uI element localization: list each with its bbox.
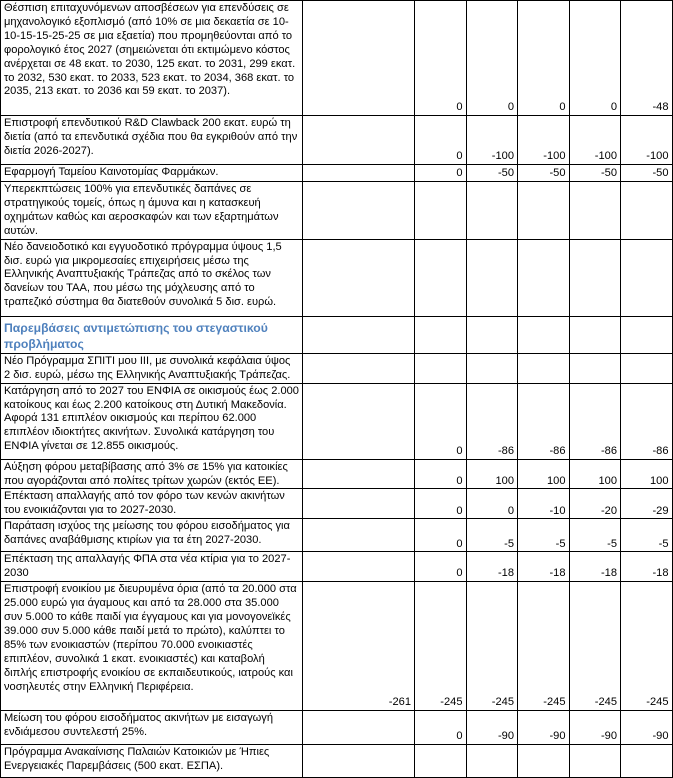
value-cell-5 bbox=[569, 239, 621, 316]
value-cell-6: -90 bbox=[621, 711, 673, 745]
value-cell-4 bbox=[518, 316, 570, 353]
table-row bbox=[1, 711, 673, 745]
table-row bbox=[1, 745, 673, 778]
measure-description: Πρόγραμμα Ανακαίνισης Παλαιών Κατοικιών με Ήπιες Ενεργειακές Παρεμβάσεις (500 εκατ. ΕΣΠΑ). bbox=[1, 745, 303, 778]
value-cell-3: -50 bbox=[466, 165, 518, 182]
value-cell-4 bbox=[518, 745, 570, 778]
value-cell-2 bbox=[415, 239, 467, 316]
value-cell-2: 0 bbox=[415, 711, 467, 745]
value-cell-3: 0 bbox=[466, 1, 518, 116]
value-cell-2 bbox=[415, 182, 467, 240]
value-cell-3 bbox=[466, 182, 518, 240]
value-cell-1 bbox=[303, 519, 415, 552]
value-cell-4: -50 bbox=[518, 165, 570, 182]
value-cell-4: -10 bbox=[518, 489, 570, 519]
value-cell-5 bbox=[569, 316, 621, 353]
section-heading: Παρεμβάσεις αντιμετώπισης του στεγαστικού προβλήματος bbox=[1, 316, 303, 353]
measure-description: Επιστροφή ενοικίου με διευρυμένα όρια (από τα 20.000 στα 25.000 ευρώ για άγαμους και από τα 28.000 στα 35.000 συν 5.000 το κάθε παιδί για έγγαμους και για μονογονεϊκές 39.000 συν 5.000 κάθε παιδί μετά το πρώτο), καλύπτει το 85% των ενοικιαστών (περίπου 70.000 ενοικιαστές επιπλέον, συνολικά 1 εκατ. ενοικιαστές) και καταβολή διπλής επιστροφής ενοικίου σε εκπαιδευτικούς, ιατρούς και νοσηλευτές στην Ελληνική Περιφέρεια. bbox=[1, 582, 303, 711]
value-cell-6 bbox=[621, 182, 673, 240]
value-cell-4: -86 bbox=[518, 383, 570, 459]
value-cell-1 bbox=[303, 1, 415, 116]
value-cell-6 bbox=[621, 239, 673, 316]
measure-description: Εφαρμογή Ταμείου Καινοτομίας Φαρμάκων. bbox=[1, 165, 303, 182]
value-cell-5: -100 bbox=[569, 116, 621, 165]
value-cell-1 bbox=[303, 552, 415, 582]
table-row bbox=[1, 353, 673, 383]
value-cell-3: -90 bbox=[466, 711, 518, 745]
value-cell-3: 0 bbox=[466, 489, 518, 519]
value-cell-6: -5 bbox=[621, 519, 673, 552]
value-cell-3 bbox=[466, 316, 518, 353]
value-cell-2 bbox=[415, 745, 467, 778]
value-cell-5: -5 bbox=[569, 519, 621, 552]
value-cell-3: -245 bbox=[466, 582, 518, 711]
value-cell-3: -5 bbox=[466, 519, 518, 552]
value-cell-2: 0 bbox=[415, 383, 467, 459]
value-cell-6: -48 bbox=[621, 1, 673, 116]
measure-description: Παράταση ισχύος της μείωσης του φόρου εισοδήματος για δαπάνες αναβάθμισης κτιρίων για τα έτη 2027-2030. bbox=[1, 519, 303, 552]
measure-description: Επέκταση απαλλαγής από τον φόρο των κενών ακινήτων του ενοικιάζονται για το 2027-2030. bbox=[1, 489, 303, 519]
value-cell-1 bbox=[303, 116, 415, 165]
value-cell-2 bbox=[415, 316, 467, 353]
measure-description: Επέκταση της απαλλαγής ΦΠΑ στα νέα κτίρια για το 2027-2030 bbox=[1, 552, 303, 582]
value-cell-4: -100 bbox=[518, 116, 570, 165]
value-cell-2: -245 bbox=[415, 582, 467, 711]
value-cell-6: -245 bbox=[621, 582, 673, 711]
table-row bbox=[1, 116, 673, 165]
value-cell-5: -50 bbox=[569, 165, 621, 182]
measure-description: Νέο Πρόγραμμα ΣΠΙΤΙ μου ΙΙΙ, με συνολικά κεφάλαια ύψος 2 δισ. ευρώ, μέσω της Ελληνικής Αναπτυξιακής Τράπεζας. bbox=[1, 353, 303, 383]
value-cell-2: 0 bbox=[415, 489, 467, 519]
value-cell-1 bbox=[303, 711, 415, 745]
value-cell-4 bbox=[518, 182, 570, 240]
value-cell-1: -261 bbox=[303, 582, 415, 711]
value-cell-1 bbox=[303, 182, 415, 240]
measure-description: Θέσπιση επιταχυνόμενων αποσβέσεων για επενδύσεις σε μηχανολογικό εξοπλισμό (από 10% σε μια δεκαετία σε 10-10-15-15-25-25 σε μια εξαετία) που προμηθεύονται από το φορολογικό έτος 2027 (σημειώνεται ότι εκτιμώμενο κόστος ανέρχεται σε 48 εκατ. το 2030, 125 εκατ. το 2031, 299 εκατ. το 2032, 530 εκατ. το 2033, 523 εκατ. το 2034, 368 εκατ. το 2035, 213 εκατ. το 2036 και 59 εκατ. το 2037). bbox=[1, 1, 303, 116]
value-cell-3 bbox=[466, 239, 518, 316]
value-cell-1 bbox=[303, 745, 415, 778]
value-cell-5 bbox=[569, 182, 621, 240]
table-row bbox=[1, 182, 673, 240]
table-row bbox=[1, 1, 673, 116]
value-cell-3: -18 bbox=[466, 552, 518, 582]
value-cell-6: -18 bbox=[621, 552, 673, 582]
table-row bbox=[1, 582, 673, 711]
value-cell-2: 0 bbox=[415, 1, 467, 116]
value-cell-3 bbox=[466, 353, 518, 383]
value-cell-5: -245 bbox=[569, 582, 621, 711]
table-row bbox=[1, 239, 673, 316]
value-cell-2: 0 bbox=[415, 116, 467, 165]
value-cell-4 bbox=[518, 353, 570, 383]
table-row bbox=[1, 383, 673, 459]
value-cell-4: 0 bbox=[518, 1, 570, 116]
value-cell-4: -5 bbox=[518, 519, 570, 552]
value-cell-6 bbox=[621, 745, 673, 778]
value-cell-1 bbox=[303, 459, 415, 489]
value-cell-4: -18 bbox=[518, 552, 570, 582]
table-row bbox=[1, 552, 673, 582]
value-cell-2: 0 bbox=[415, 552, 467, 582]
value-cell-5: 0 bbox=[569, 1, 621, 116]
value-cell-6: -86 bbox=[621, 383, 673, 459]
table-row bbox=[1, 459, 673, 489]
table-row bbox=[1, 489, 673, 519]
value-cell-1 bbox=[303, 239, 415, 316]
value-cell-2: 0 bbox=[415, 519, 467, 552]
measure-description: Μείωση του φόρου εισοδήματος ακινήτων με εισαγωγή ενδιάμεσου συντελεστή 25%. bbox=[1, 711, 303, 745]
value-cell-2: 0 bbox=[415, 165, 467, 182]
table-body bbox=[1, 1, 673, 778]
table-row bbox=[1, 519, 673, 552]
value-cell-3: -86 bbox=[466, 383, 518, 459]
value-cell-3: -100 bbox=[466, 116, 518, 165]
value-cell-5: -18 bbox=[569, 552, 621, 582]
measure-description: Κατάργηση από το 2027 του ΕΝΦΙΑ σε οικισμούς έως 2.000 κατοίκους και έως 2.200 κατοίκους στη Δυτική Μακεδονία. Αφορά 131 επιπλέον οικισμούς και περίπου 62.000 επιπλέον ιδιοκτήτες ακινήτων. Συνολικά κατάργηση του ΕΝΦΙΑ γίνεται σε 12.855 οικισμούς. bbox=[1, 383, 303, 459]
value-cell-1 bbox=[303, 353, 415, 383]
value-cell-5: -90 bbox=[569, 711, 621, 745]
value-cell-6: -100 bbox=[621, 116, 673, 165]
value-cell-2: 0 bbox=[415, 459, 467, 489]
measure-description: Αύξηση φόρου μεταβίβασης από 3% σε 15% για κατοικίες που αγοράζονται από πολίτες τρίτων χωρών (εκτός ΕΕ). bbox=[1, 459, 303, 489]
value-cell-6 bbox=[621, 316, 673, 353]
value-cell-1 bbox=[303, 165, 415, 182]
value-cell-6 bbox=[621, 353, 673, 383]
value-cell-5 bbox=[569, 745, 621, 778]
value-cell-4 bbox=[518, 239, 570, 316]
value-cell-5 bbox=[569, 353, 621, 383]
measure-description: Νέο δανειοδοτικό και εγγυοδοτικό πρόγραμμα ύψους 1,5 δισ. ευρώ για μικρομεσαίες επιχειρήσεις μέσω της Ελληνικής Αναπτυξιακής Τράπεζας από το σκέλος των δανείων του ΤΑΑ, που μέσω της μόχλευσης από το τραπεζικό σύστημα θα διατεθούν συνολικά 5 δισ. ευρώ. bbox=[1, 239, 303, 316]
section-row bbox=[1, 316, 673, 353]
value-cell-6: -29 bbox=[621, 489, 673, 519]
table-row bbox=[1, 165, 673, 182]
value-cell-4: 100 bbox=[518, 459, 570, 489]
value-cell-2 bbox=[415, 353, 467, 383]
value-cell-4: -245 bbox=[518, 582, 570, 711]
value-cell-5: 100 bbox=[569, 459, 621, 489]
value-cell-1 bbox=[303, 383, 415, 459]
value-cell-6: -50 bbox=[621, 165, 673, 182]
value-cell-4: -90 bbox=[518, 711, 570, 745]
value-cell-3 bbox=[466, 745, 518, 778]
measure-description: Επιστροφή επενδυτικού R&D Clawback 200 εκατ. ευρώ τη διετία (από τα επενδυτικά σχέδια που θα εγκριθούν από την διετία 2026-2027). bbox=[1, 116, 303, 165]
value-cell-3: 100 bbox=[466, 459, 518, 489]
value-cell-1 bbox=[303, 489, 415, 519]
value-cell-1 bbox=[303, 316, 415, 353]
value-cell-5: -20 bbox=[569, 489, 621, 519]
value-cell-6: 100 bbox=[621, 459, 673, 489]
measure-description: Υπερεκπτώσεις 100% για επενδυτικές δαπάνες σε στρατηγικούς τομείς, όπως η άμυνα και η κατασκευή οχημάτων καθώς και αεροσκαφών και των εξαρτημάτων αυτών. bbox=[1, 182, 303, 240]
value-cell-5: -86 bbox=[569, 383, 621, 459]
